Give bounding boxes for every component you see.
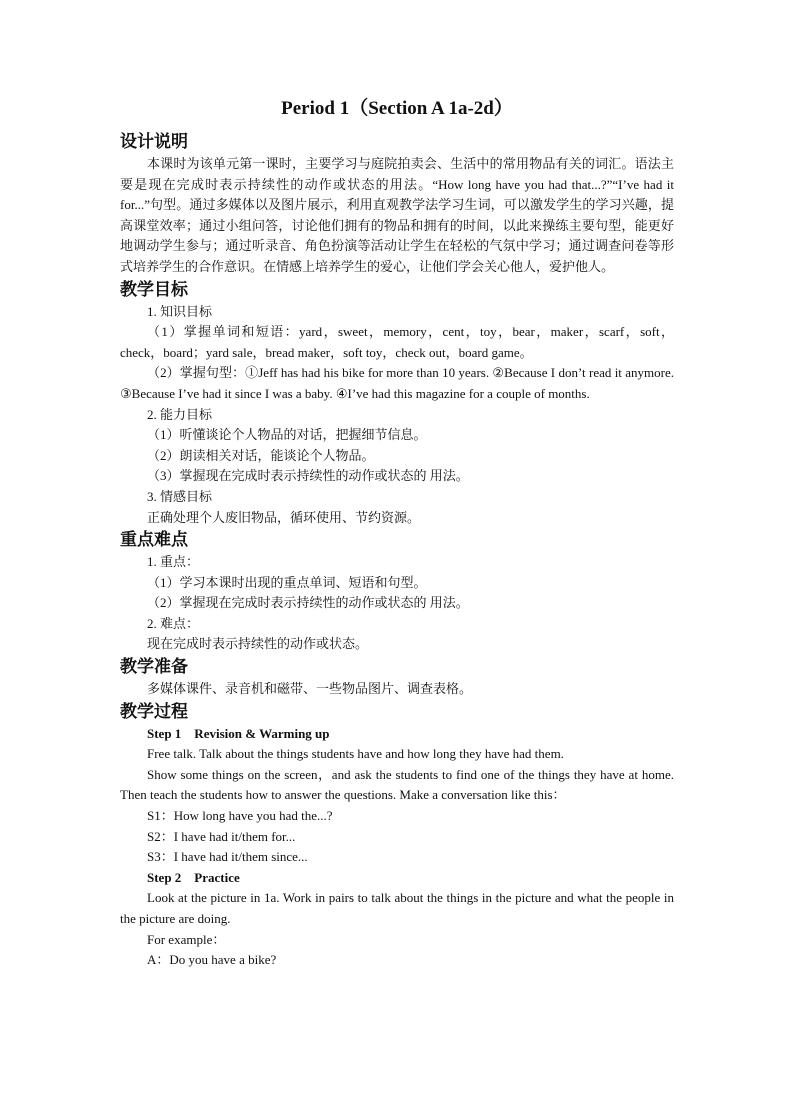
dialogue-a1: A：Do you have a bike? (147, 952, 277, 968)
step-1-title: Step 1 Revision & Warming up (147, 725, 330, 741)
section-heading-prep: 教学准备 (120, 657, 188, 678)
ability-goal-title: 2. 能力目标 (147, 406, 213, 422)
important-1: （1）学习本课时出现的重点单词、短语和句型。 (147, 574, 427, 590)
important-2: （2）掌握现在完成时表示持续性的动作或状态的 用法。 (147, 595, 469, 611)
difficult-1: 现在完成时表示持续性的动作或状态。 (147, 636, 369, 652)
section-heading-process: 教学过程 (120, 701, 188, 722)
section-heading-design: 设计说明 (120, 132, 188, 152)
step-2-para-1: Look at the picture in 1a. Work in pairs to talk about the things in the picture and what the people in the picture are doing. (120, 890, 674, 926)
emotion-goal-title: 3. 情感目标 (147, 488, 213, 504)
difficult-title: 2. 难点： (147, 615, 200, 631)
ability-goal-1: （1）听懂谈论个人物品的对话，把握细节信息。 (147, 427, 427, 443)
section-heading-keypoints: 重点难点 (120, 530, 188, 551)
ability-goal-2: （2）朗读相关对话，能谈论个人物品。 (147, 447, 375, 463)
knowledge-goal-words: （1）掌握单词和短语：yard，sweet，memory，cent，toy，bear，maker，scarf，soft，check，board；yard sale，bread maker，soft toy，check out，board game。 (120, 324, 674, 360)
step-2-title: Step 2 Practice (147, 869, 240, 885)
example-label: For example： (147, 931, 226, 947)
knowledge-goal-title: 1. 知识目标 (147, 303, 213, 319)
design-paragraph: 本课时为该单元第一课时，主要学习与庭院拍卖会、生活中的常用物品有关的词汇。语法主要是现在完成时表示持续性的动作或状态的用法。“How long have you had that...?”“I’ve had it for...”句型。通过多媒体以及图片展示，利用直观教学法学习生词，可以激发学生的学习兴趣，提高课堂效率；通过小组问答，讨论他们拥有的物品和拥有的时间，以此来操练主要句型，能更好地调动学生参与；通过听录音、角色扮演等活动让学生在轻松的气氛中学习；通过调查问卷等形式培养学生的合作意识。在情感上培养学生的爱心，让他们学会关心他人，爱护他人。 (120, 156, 674, 274)
document-page (120, 96, 674, 971)
knowledge-goal-sentences: （2）掌握句型：①Jeff has had his bike for more than 10 years. ②Because I don’t read it anymore. ③Because I’ve had it since I was a baby. ④I’ve had this magazine for a couple of months. (120, 365, 674, 401)
step-1-para-2: Show some things on the screen，and ask the students to find one of the things they have at home. Then teach the students how to answer the questions. Make a conversation like this： (120, 766, 674, 803)
emotion-goal-1: 正确处理个人废旧物品，循环使用、节约资源。 (147, 509, 421, 525)
step-1-para-1: Free talk. Talk about the things students have and how long they have had them. (147, 746, 564, 762)
ability-goal-3: （3）掌握现在完成时表示持续性的动作或状态的 用法。 (147, 468, 469, 484)
dialogue-s2: S2：I have had it/them for... (147, 828, 296, 844)
important-title: 1. 重点： (147, 554, 200, 570)
section-heading-goals: 教学目标 (120, 279, 188, 300)
dialogue-s1: S1：How long have you had the...? (147, 808, 333, 824)
dialogue-s3: S3：I have had it/them since... (147, 849, 308, 865)
page-title: Period 1（Section A 1a-2d） (281, 98, 513, 119)
prep-paragraph: 多媒体课件、录音机和磁带、一些物品图片、调查表格。 (147, 681, 473, 697)
